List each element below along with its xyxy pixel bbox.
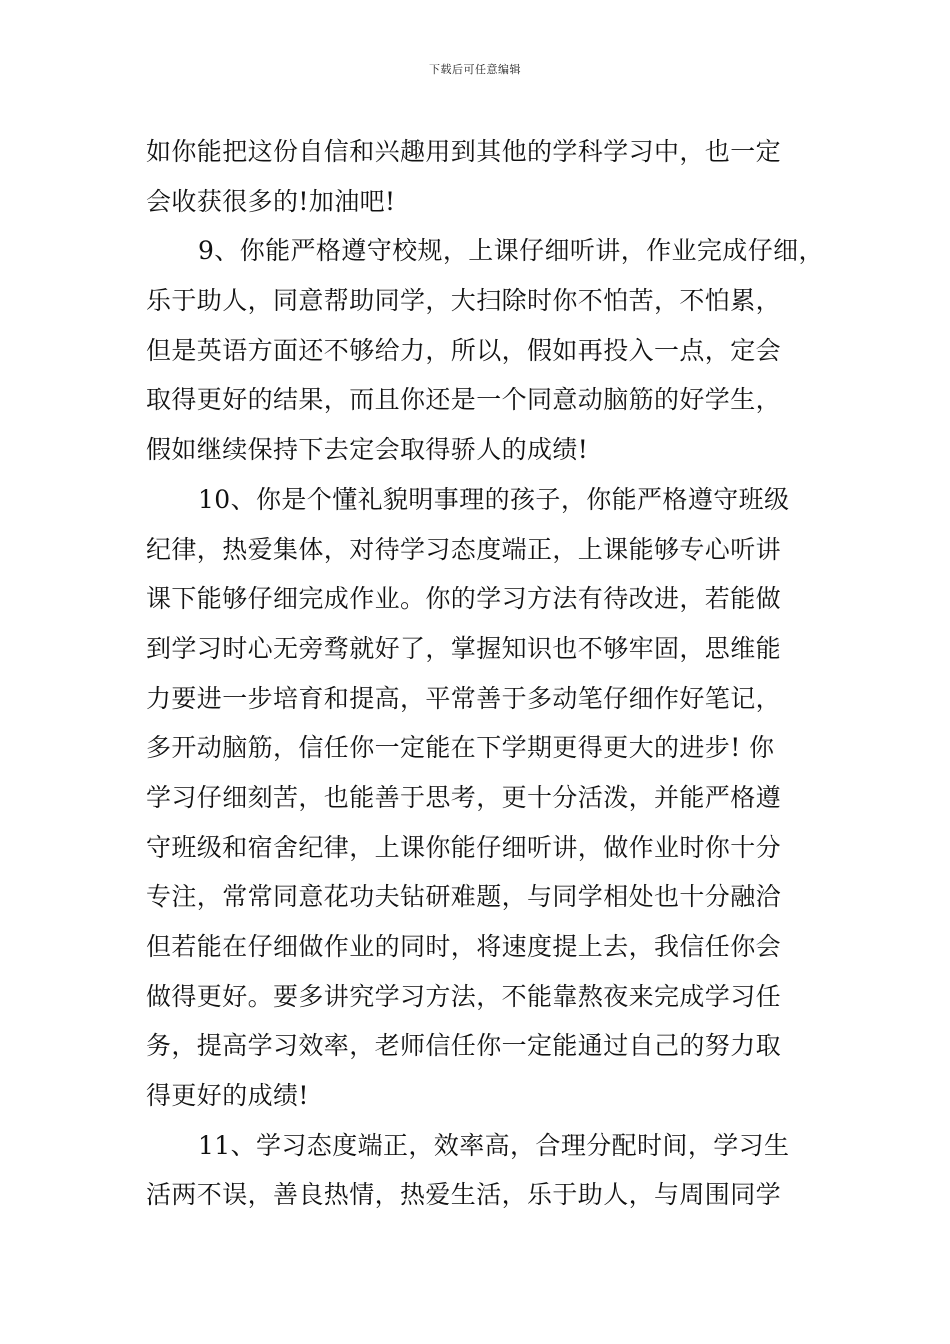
text-line: 9、你能严格遵守校规，上课仔细听讲，作业完成仔细， [198,236,824,266]
text-line: 守班级和宿舍纪律，上课你能仔细听讲，做作业时你十分 [146,832,782,862]
page-header: 下载后可任意编辑 [429,63,521,76]
text-line: 力要进一步培育和提高，平常善于多动笔仔细作好笔记， [146,683,782,713]
text-line: 课下能够仔细完成作业。你的学习方法有待改进，若能做 [146,584,782,614]
text-line: 专注，常常同意花功夫钻研难题，与同学相处也十分融洽 [146,882,782,912]
text-line: 会收获很多的!加油吧! [146,186,396,216]
text-line: 多开动脑筋，信任你一定能在下学期更得更大的进步! 你 [146,733,775,763]
text-line: 11、学习态度端正，效率高，合理分配时间，学习生 [198,1130,790,1160]
text-line: 纪律，热爱集体，对待学习态度端正，上课能够专心听讲 [146,534,782,564]
document-body [146,127,826,1220]
text-line: 活两不误，善良热情，热爱生活，乐于助人，与周围同学 [146,1180,782,1210]
text-line: 但是英语方面还不够给力，所以，假如再投入一点，定会 [146,335,782,365]
text-line: 乐于助人，同意帮助同学，大扫除时你不怕苦，不怕累， [146,286,782,316]
text-line: 10、你是个懂礼貌明事理的孩子，你能严格遵守班级 [198,484,790,514]
text-line: 假如继续保持下去定会取得骄人的成绩! [146,435,589,465]
text-line: 做得更好。要多讲究学习方法，不能靠熬夜来完成学习任 [146,981,782,1011]
text-line: 但若能在仔细做作业的同时，将速度提上去，我信任你会 [146,932,782,961]
text-line: 务，提高学习效率，老师信任你一定能通过自己的努力取 [146,1031,782,1061]
text-line: 取得更好的结果，而且你还是一个同意动脑筋的好学生， [146,385,782,415]
text-line: 如你能把这份自信和兴趣用到其他的学科学习中，也一定 [146,137,782,166]
text-line: 得更好的成绩! [146,1081,309,1111]
text-line: 到学习时心无旁骛就好了，掌握知识也不够牢固，思维能 [146,633,782,663]
text-line: 学习仔细刻苦，也能善于思考，更十分活泼，并能严格遵 [146,782,782,812]
